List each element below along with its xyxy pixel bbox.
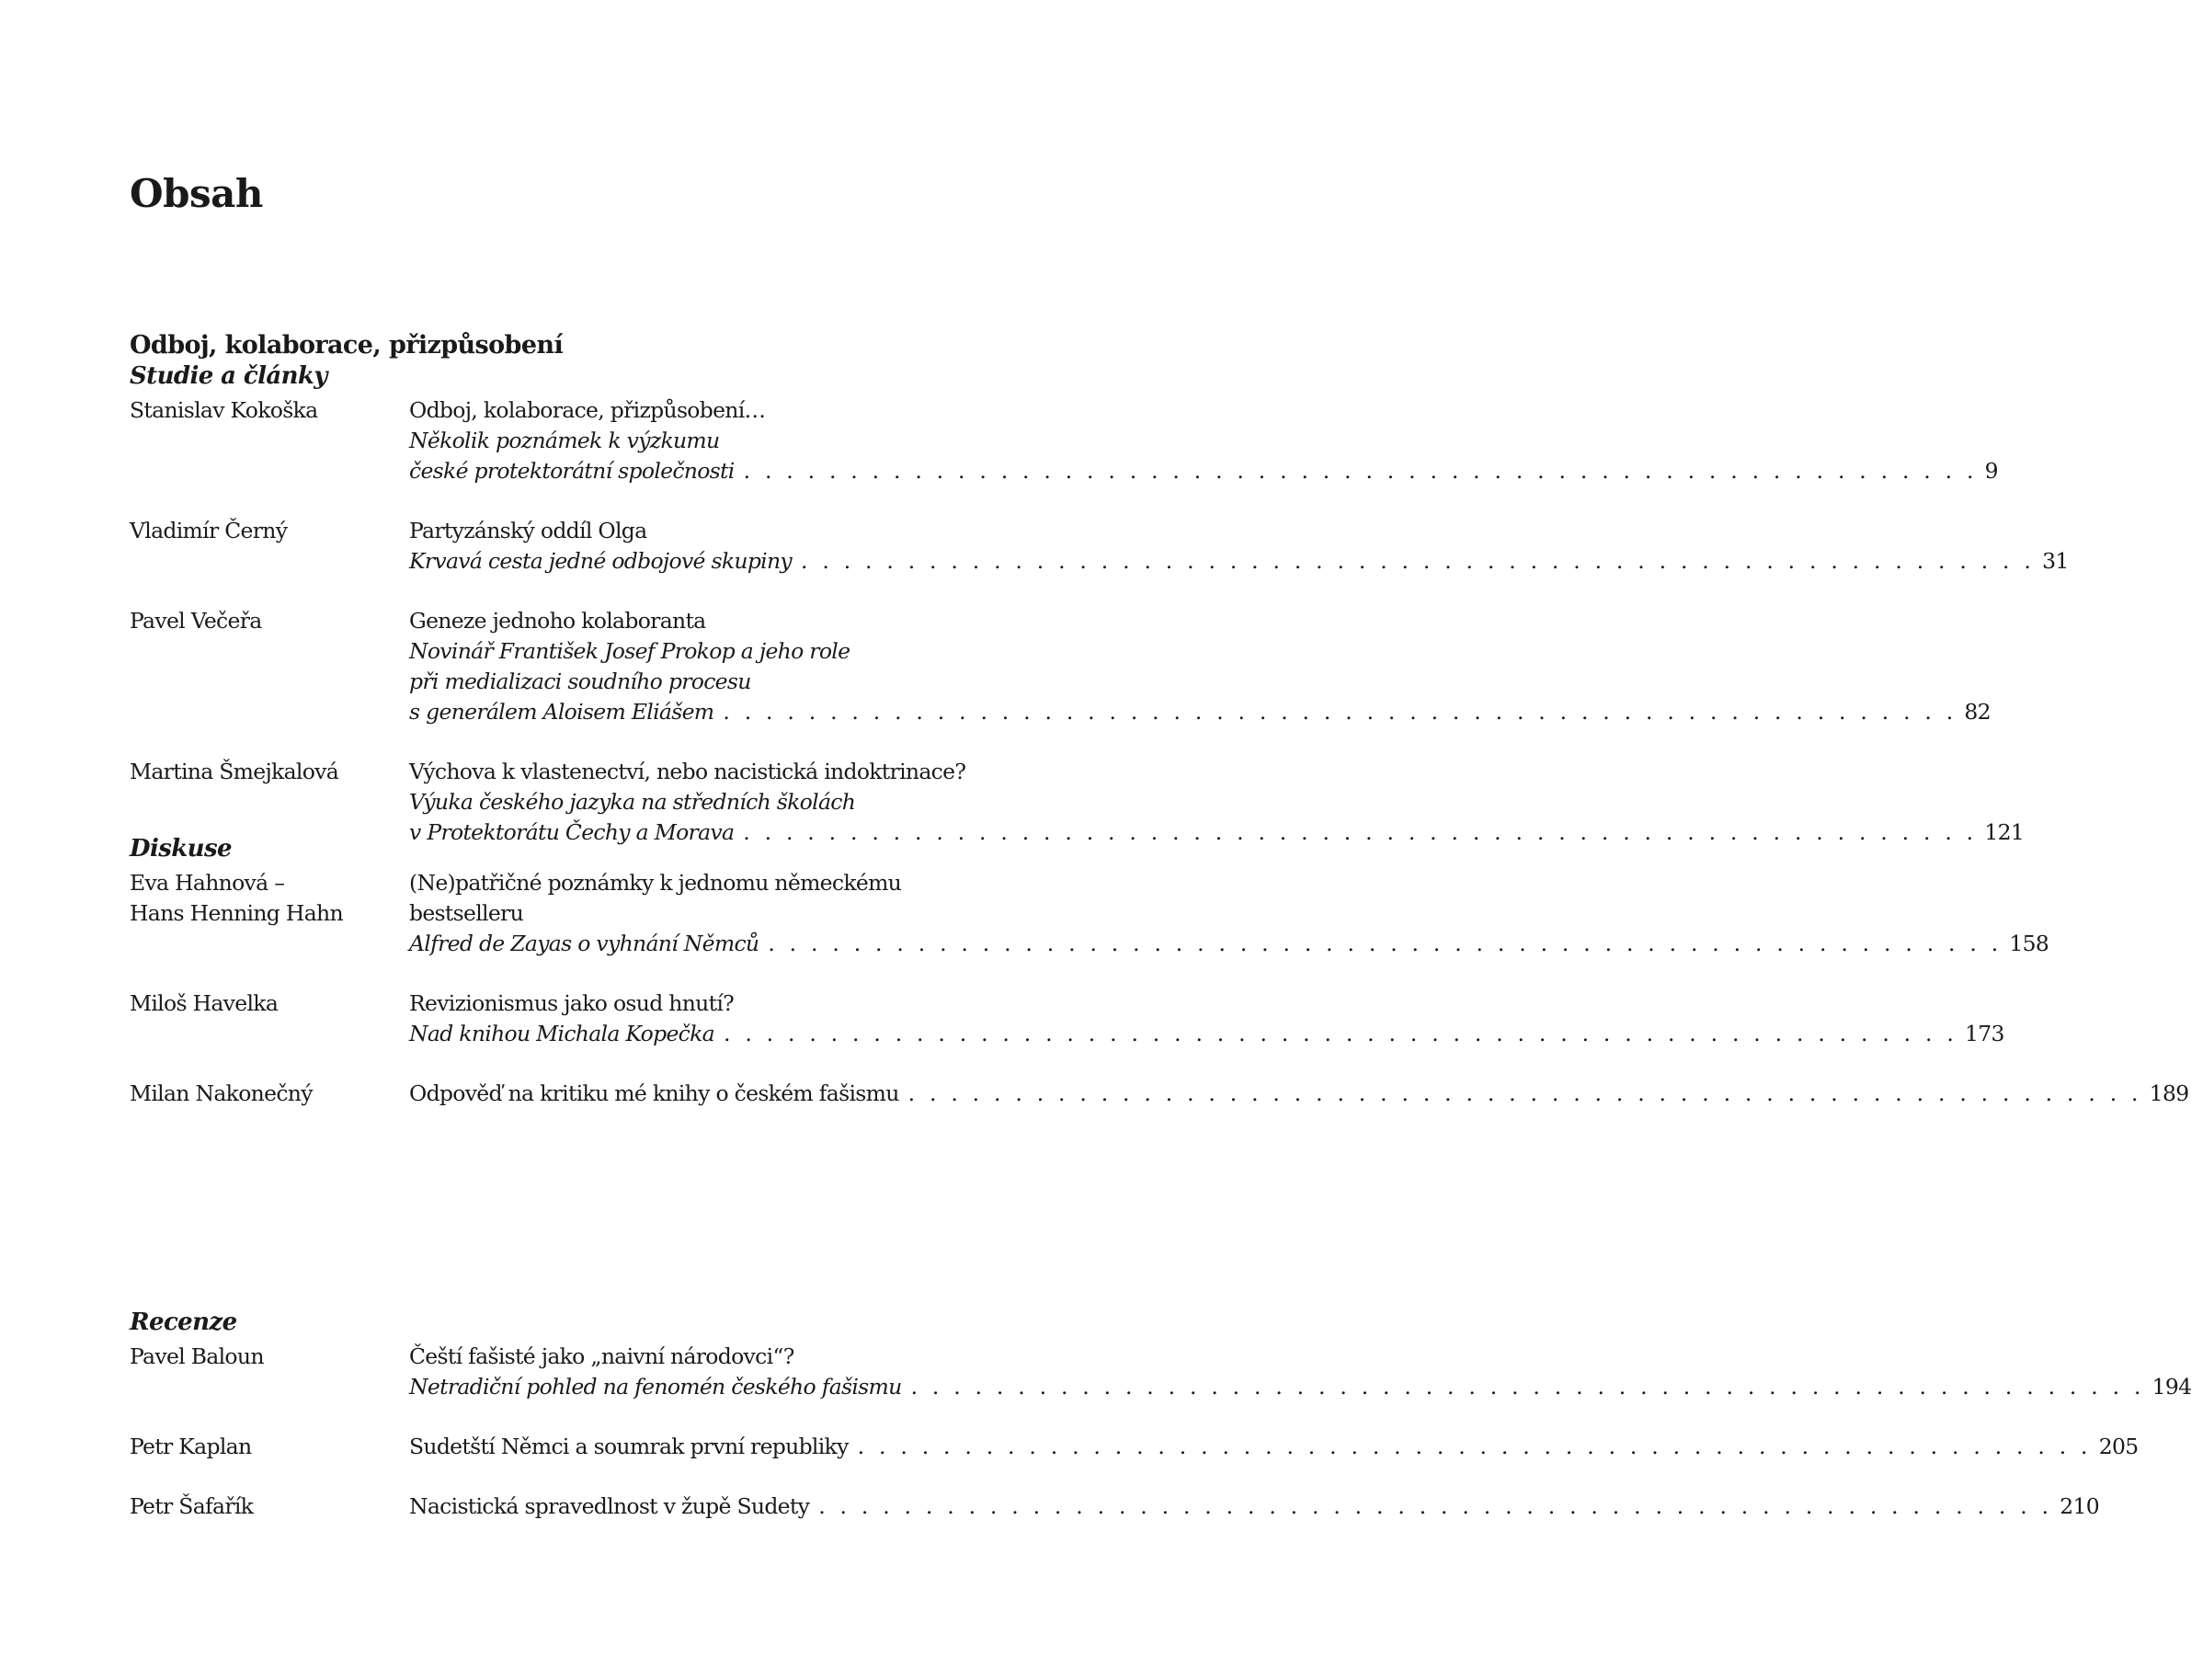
group-heading: Studie a články — [130, 362, 327, 390]
group-heading: Diskuse — [130, 835, 232, 863]
entry-author — [130, 1342, 409, 1402]
group-heading: Recenze — [130, 1309, 237, 1336]
entry-work — [409, 1079, 2188, 1109]
toc-group-recenze — [130, 1307, 2191, 1522]
dot-leader — [713, 697, 1957, 727]
page-number: 82 — [1964, 699, 1991, 725]
entry-subtitle-line: při medializaci soudního procesu — [409, 669, 751, 694]
author-line: Miloš Havelka — [130, 990, 279, 1016]
entry-author — [130, 1432, 409, 1462]
entry-author — [130, 1491, 409, 1522]
entry-work — [409, 1342, 2191, 1402]
entry-title-text: Odpověď na kritiku mé knihy o českém fašismu — [409, 1080, 899, 1106]
author-line: Hans Henning Hahn — [130, 900, 343, 926]
page-title: Obsah — [130, 171, 263, 216]
toc-entry — [130, 516, 2069, 577]
entry-subtitle-text: Nad knihou Michala Kopečka — [409, 1021, 714, 1046]
entry-author — [130, 989, 409, 1049]
author-line: Pavel Večeřa — [130, 608, 262, 634]
entry-work — [409, 516, 2069, 577]
entry-title-line: (Ne)patřičné poznámky k jednomu německému — [409, 870, 902, 896]
entry-subtitle-text: Alfred de Zayas o vyhnání Němců — [409, 931, 759, 956]
toc-group-diskuse — [130, 833, 2189, 1109]
entry-work — [409, 989, 2004, 1049]
entry-title-line: bestselleru — [409, 900, 524, 926]
author-line: Vladimír Černý — [130, 518, 288, 543]
dot-leader — [735, 456, 1978, 486]
author-line: Milan Nakonečný — [130, 1080, 313, 1106]
entry-subtitle-line — [409, 456, 1998, 486]
entry-work — [409, 606, 1991, 727]
section-title: Odboj, kolaborace, přizpůsobení — [130, 331, 564, 360]
dot-leader — [849, 1432, 2092, 1462]
entry-work — [409, 868, 2048, 959]
entry-subtitle-text: v Protektorátu Čechy a Morava — [409, 819, 735, 845]
entry-title-line: Čeští fašisté jako „naivní národovci“? — [409, 1343, 794, 1369]
dot-leader — [899, 1079, 2142, 1109]
entry-work — [409, 395, 1998, 486]
entry-author — [130, 395, 409, 486]
entry-work — [409, 1432, 2138, 1462]
entry-subtitle-line — [409, 1019, 2004, 1049]
entry-title-line: Výchova k vlastenectví, nebo nacistická indoktrinace? — [409, 759, 966, 784]
entry-title-line: Revizionismus jako osud hnutí? — [409, 990, 735, 1016]
entry-title-line: Partyzánský oddíl Olga — [409, 518, 647, 543]
toc-group-studie — [130, 360, 2069, 848]
author-line: Eva Hahnová – — [130, 870, 285, 896]
toc-entry — [130, 395, 1998, 486]
entry-subtitle-text: s generálem Aloisem Eliášem — [409, 699, 714, 725]
toc-entry — [130, 1491, 2099, 1522]
author-line: Petr Kaplan — [130, 1434, 252, 1459]
toc-entry — [130, 1342, 2191, 1402]
entry-author — [130, 868, 409, 959]
toc-entry — [130, 989, 2004, 1049]
entry-author — [130, 1079, 409, 1109]
entry-author — [130, 516, 409, 577]
entry-subtitle-text: Krvavá cesta jedné odbojové skupiny — [409, 548, 793, 574]
dot-leader — [902, 1372, 2145, 1402]
dot-leader — [809, 1491, 2052, 1522]
entry-subtitle-line — [409, 546, 2069, 577]
dot-leader — [792, 546, 2035, 577]
entry-title-line — [409, 1491, 2099, 1522]
page-number: 158 — [2009, 931, 2049, 956]
entry-subtitle-text: Netradiční pohled na fenomén českého fašismu — [409, 1374, 902, 1400]
entry-subtitle-line: Novinář František Josef Prokop a jeho role — [409, 638, 850, 664]
page-number: 31 — [2042, 548, 2069, 574]
entry-subtitle-line: Několik poznámek k výzkumu — [409, 428, 720, 453]
toc-entry — [130, 868, 2049, 959]
entry-title-line — [409, 1079, 2188, 1109]
entry-subtitle-text: české protektorátní společnosti — [409, 458, 735, 484]
dot-leader — [759, 929, 2002, 959]
page-number: 210 — [2060, 1493, 2099, 1519]
dot-leader — [714, 1019, 1957, 1049]
entry-subtitle-line: Výuka českého jazyka na středních školách — [409, 789, 856, 815]
entry-subtitle-line — [409, 929, 2048, 959]
page-number: 121 — [1984, 819, 2025, 845]
entry-title-text: Nacistická spravedlnost v župě Sudety — [409, 1493, 810, 1519]
page-number: 173 — [1965, 1021, 2004, 1046]
entry-title-line — [409, 1432, 2138, 1462]
entry-title-text: Sudetští Němci a soumrak první republiky — [409, 1434, 849, 1459]
entry-work — [409, 1491, 2099, 1522]
entry-title-line: Odboj, kolaborace, přizpůsobení… — [409, 397, 766, 423]
entry-author — [130, 606, 409, 727]
author-line: Pavel Baloun — [130, 1343, 264, 1369]
entry-subtitle-line — [409, 1372, 2191, 1402]
page-number: 194 — [2151, 1374, 2191, 1400]
page-number: 9 — [1984, 458, 1998, 484]
page-number: 205 — [2098, 1434, 2139, 1459]
author-line: Stanislav Kokoška — [130, 397, 318, 423]
author-line: Petr Šafařík — [130, 1493, 254, 1519]
author-line: Martina Šmejkalová — [130, 759, 339, 784]
entry-subtitle-line — [409, 697, 1991, 727]
toc-entry — [130, 1432, 2139, 1462]
page-number: 189 — [2149, 1080, 2189, 1106]
toc-entry — [130, 606, 1991, 727]
toc-entry — [130, 1079, 2189, 1109]
entry-title-line: Geneze jednoho kolaboranta — [409, 608, 706, 634]
